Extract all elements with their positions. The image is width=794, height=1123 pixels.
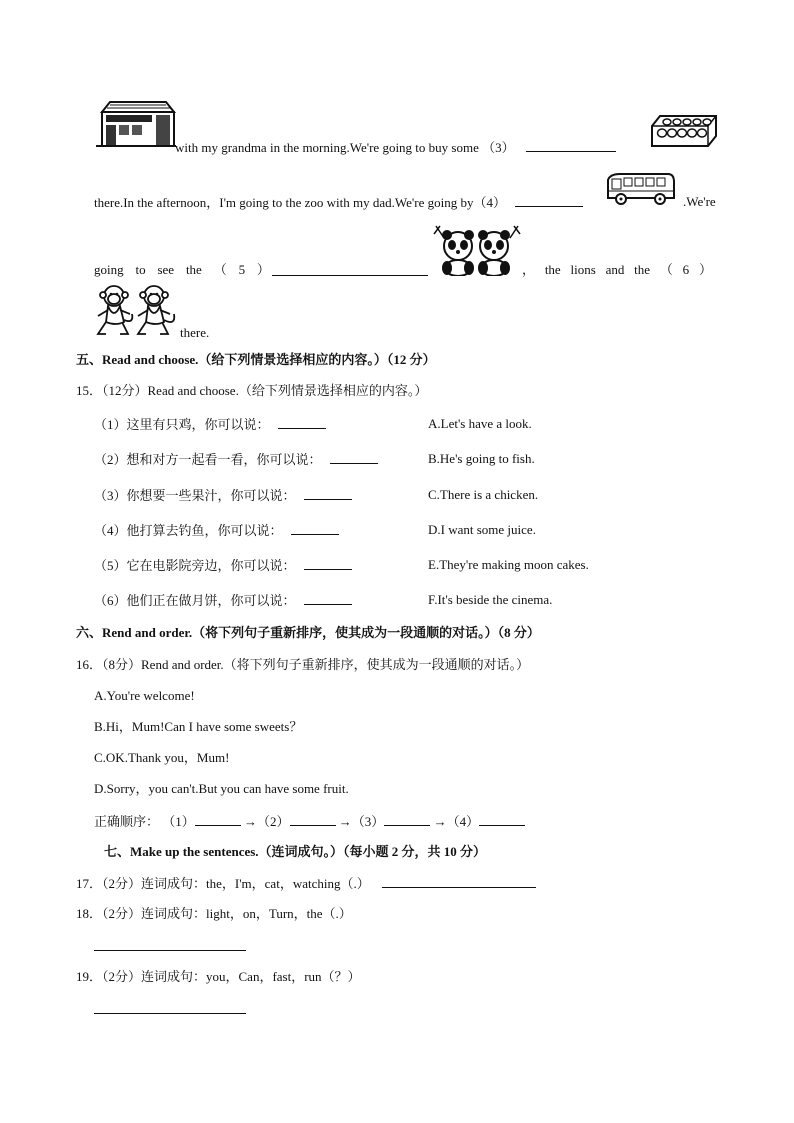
choice-option-f: F.It's beside the cinema. bbox=[428, 592, 553, 607]
passage-word: going bbox=[94, 262, 124, 277]
order-blank-1[interactable] bbox=[195, 813, 241, 826]
order-answer-row: 正确顺序： （1） →（2） →（3） →（4） bbox=[94, 813, 525, 830]
passage-word: （ bbox=[213, 262, 227, 277]
order-blank-2[interactable] bbox=[290, 813, 336, 826]
sentence-d: D.Sorry，you can't.But you can have some fruit. bbox=[94, 781, 349, 796]
choice-question-6: （6）他们正在做月饼，你可以说： bbox=[94, 592, 352, 609]
passage-word: （ bbox=[659, 262, 673, 277]
passage-word: and bbox=[605, 262, 625, 277]
answer-blank[interactable] bbox=[304, 487, 352, 500]
answer-blank-3[interactable] bbox=[526, 139, 616, 152]
order-blank-4[interactable] bbox=[479, 813, 525, 826]
answer-line-17[interactable] bbox=[382, 875, 536, 888]
answer-line-18[interactable] bbox=[94, 938, 246, 951]
order-blank-3[interactable] bbox=[384, 813, 430, 826]
choice-option-b: B.He's going to fish. bbox=[428, 451, 535, 466]
choice-question-5: （5）它在电影院旁边，你可以说： bbox=[94, 557, 352, 574]
choice-question-4: （4）他打算去钓鱼，你可以说： bbox=[94, 522, 339, 539]
section-heading-6: 六、Rend and order.（将下列句子重新排序，使其成为一段通顺的对话。）（8 分） bbox=[76, 625, 540, 640]
question-16: 16．（8分）Rend and order.（将下列句子重新排序，使其成为一段通顺的对话。） bbox=[76, 657, 530, 672]
answer-line-19[interactable] bbox=[94, 1001, 246, 1014]
passage-word: ， bbox=[522, 262, 536, 277]
sentence-b: B.Hi，Mum!Can I have some sweets？ bbox=[94, 719, 303, 734]
answer-blank[interactable] bbox=[304, 592, 352, 605]
passage-word: the bbox=[185, 262, 202, 277]
pandas-picture bbox=[432, 224, 522, 276]
section-heading-5: 五、Read and choose.（给下列情景选择相应的内容。）（12 分） bbox=[76, 352, 436, 367]
bus-picture bbox=[604, 172, 678, 206]
answer-blank[interactable] bbox=[278, 416, 326, 429]
passage-word: ） bbox=[256, 262, 270, 277]
passage-word: to bbox=[135, 262, 146, 277]
choice-question-1: （1）这里有只鸡，你可以说： bbox=[94, 416, 326, 433]
passage-word: ） bbox=[698, 262, 712, 277]
passage-word: 5 bbox=[238, 262, 246, 277]
passage-line4: there. bbox=[180, 325, 210, 340]
choice-option-c: C.There is a chicken. bbox=[428, 487, 539, 502]
choice-question-2: （2）想和对方一起看一看，你可以说： bbox=[94, 451, 378, 468]
sentence-a: A.You're welcome! bbox=[94, 688, 195, 703]
question-19: 19．（2分）连词成句：you，Can，fast，run（？） bbox=[76, 969, 361, 984]
question-17: 17．（2分）连词成句：the，I'm，cat，watching（.） bbox=[76, 875, 536, 892]
monkeys-picture bbox=[94, 284, 180, 338]
question-18: 18．（2分）连词成句：light，on，Turn，the（.） bbox=[76, 906, 352, 921]
answer-blank[interactable] bbox=[330, 451, 378, 464]
passage-line1: with my grandma in the morning.We're going to buy some （3） bbox=[175, 140, 515, 155]
order-label: 正确顺序： bbox=[94, 814, 160, 829]
section-heading-7: 七、Make up the sentences.（连词成句。）（每小题 2 分，共 10 分） bbox=[104, 844, 487, 859]
passage-word: see bbox=[157, 262, 175, 277]
passage-word: the bbox=[634, 262, 651, 277]
eggs-picture bbox=[650, 114, 718, 148]
passage-word: lions bbox=[570, 262, 596, 277]
answer-blank[interactable] bbox=[291, 522, 339, 535]
choice-option-e: E.They're making moon cakes. bbox=[428, 557, 589, 572]
answer-blank-5[interactable] bbox=[272, 263, 428, 276]
passage-line2: there.In the afternoon，I'm going to the zoo with my dad.We're going by（4） bbox=[94, 195, 506, 210]
choice-option-d: D.I want some juice. bbox=[428, 522, 536, 537]
choice-question-3: （3）你想要一些果汁，你可以说： bbox=[94, 487, 352, 504]
passage-word: 6 bbox=[682, 262, 690, 277]
choice-option-a: A.Let's have a look. bbox=[428, 416, 532, 431]
answer-blank-4[interactable] bbox=[515, 194, 583, 207]
passage-line2-end: .We're bbox=[683, 194, 716, 209]
question-15: 15．（12分）Read and choose.（给下列情景选择相应的内容。） bbox=[76, 383, 428, 398]
passage-word: the bbox=[544, 262, 561, 277]
answer-blank[interactable] bbox=[304, 557, 352, 570]
sentence-c: C.OK.Thank you，Mum! bbox=[94, 750, 230, 765]
shop-picture bbox=[96, 100, 176, 148]
